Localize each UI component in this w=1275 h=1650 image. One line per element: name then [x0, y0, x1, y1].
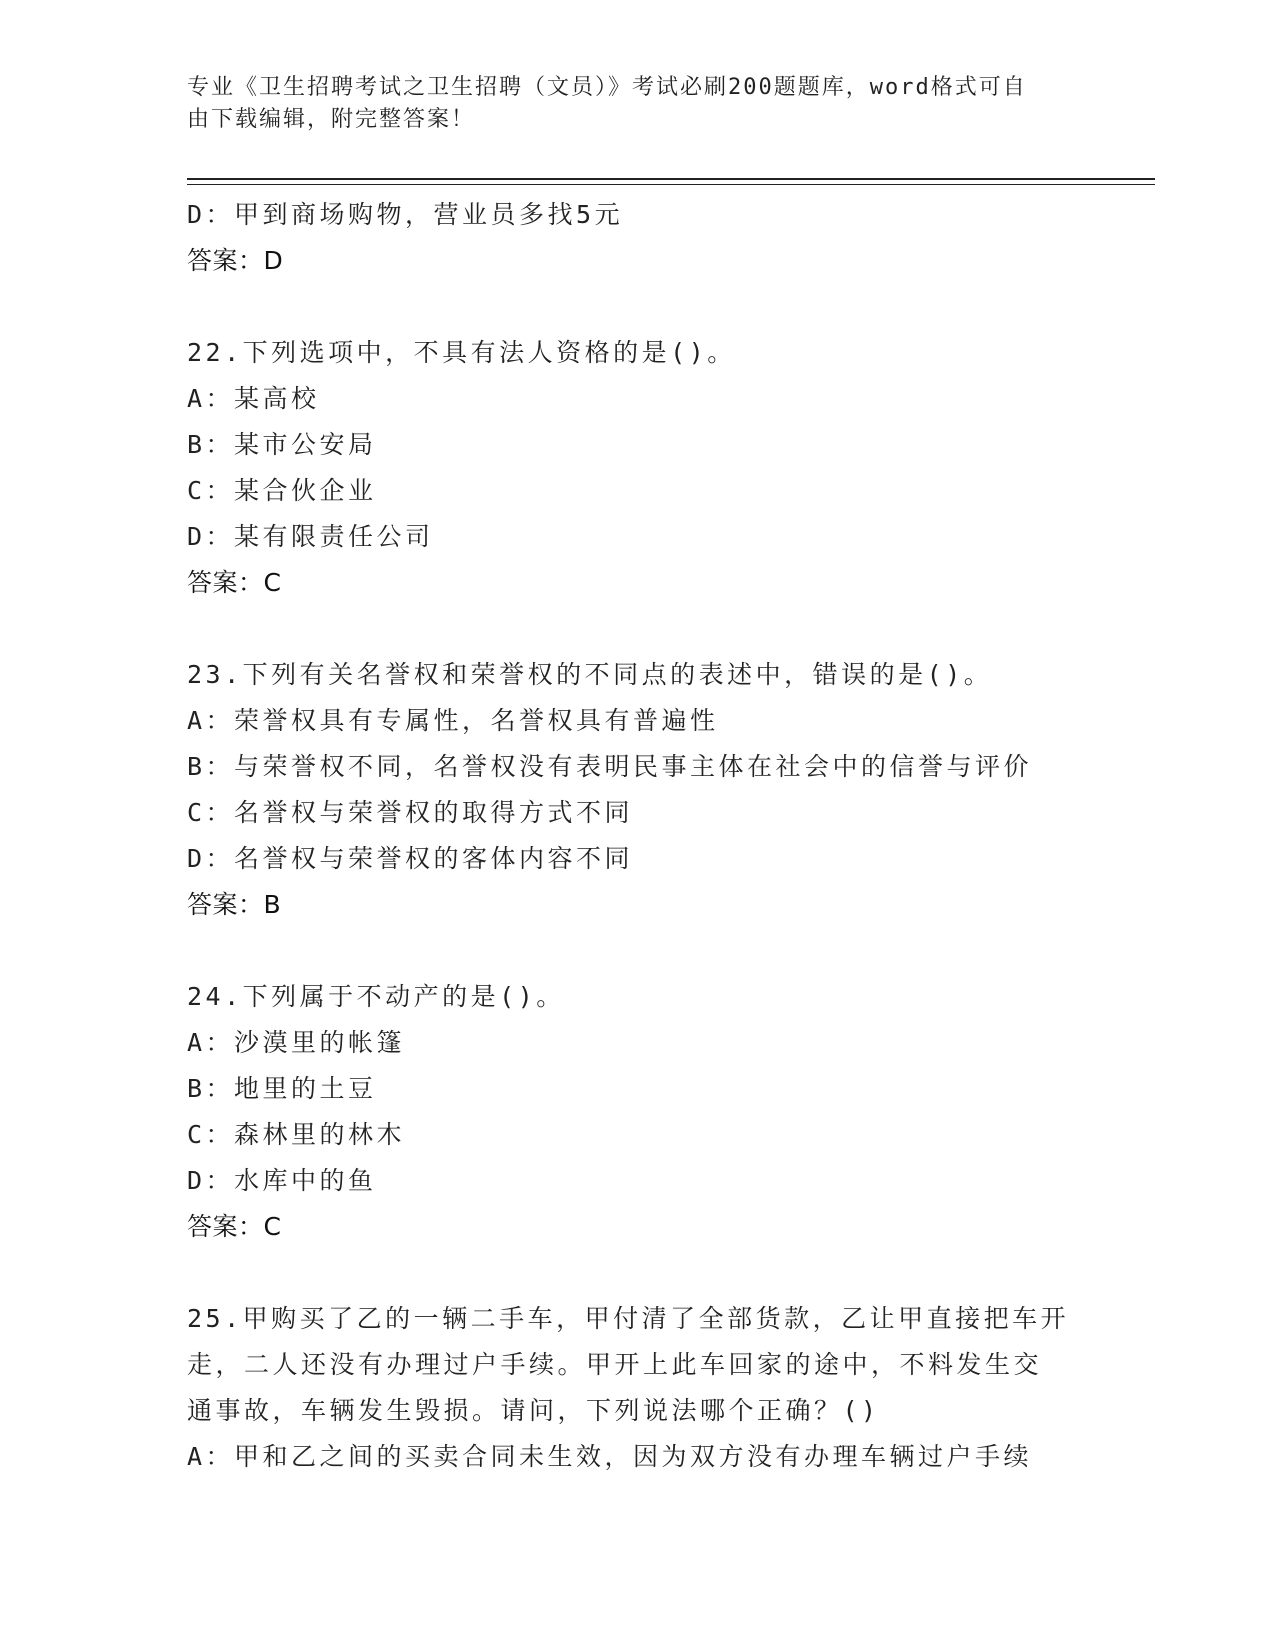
option-d: D：甲到商场购物，营业员多找5元 [187, 200, 624, 229]
question-25 [187, 1296, 1087, 1480]
option-c: C：森林里的林木 [187, 1120, 406, 1149]
question-stem: 23.下列有关名誉权和荣誉权的不同点的表述中，错误的是()。 [187, 660, 993, 689]
option-c: C：某合伙企业 [187, 476, 377, 505]
option-a: A：沙漠里的帐篷 [187, 1028, 406, 1057]
spacer [187, 284, 1087, 330]
header-rule-thin [187, 184, 1155, 185]
option-b: B：地里的土豆 [187, 1074, 377, 1103]
document-body [187, 192, 1087, 1480]
option-b: B：某市公安局 [187, 430, 377, 459]
header-line-1: 专业《卫生招聘考试之卫生招聘（文员）》考试必刷200题题库，word格式可自 [187, 75, 1027, 100]
question-stem-line-1: 25.甲购买了乙的一辆二手车，甲付清了全部货款，乙让甲直接把车开 [187, 1304, 1070, 1333]
option-a: A：荣誉权具有专属性，名誉权具有普遍性 [187, 706, 719, 735]
question-23 [187, 652, 1087, 928]
spacer [187, 1250, 1087, 1296]
option-a: A：甲和乙之间的买卖合同未生效，因为双方没有办理车辆过户手续 [187, 1442, 1033, 1471]
answer-line: 答案：B [187, 890, 282, 919]
question-24 [187, 974, 1087, 1250]
answer-line: 答案：C [187, 568, 282, 597]
question-stem-line-3: 通事故，车辆发生毁损。请问，下列说法哪个正确？() [187, 1396, 880, 1425]
answer-line: 答案：D [187, 246, 284, 275]
option-d: D：水库中的鱼 [187, 1166, 377, 1195]
page-header [187, 72, 1087, 136]
question-21-tail [187, 192, 1087, 284]
question-stem: 24.下列属于不动产的是()。 [187, 982, 565, 1011]
answer-line: 答案：C [187, 1212, 282, 1241]
option-b: B：与荣誉权不同，名誉权没有表明民事主体在社会中的信誉与评价 [187, 752, 1033, 781]
option-d: D：某有限责任公司 [187, 522, 434, 551]
question-stem-line-2: 走，二人还没有办理过户手续。甲开上此车回家的途中，不料发生交 [187, 1350, 1043, 1379]
spacer [187, 606, 1087, 652]
option-d: D：名誉权与荣誉权的客体内容不同 [187, 844, 634, 873]
option-c: C：名誉权与荣誉权的取得方式不同 [187, 798, 634, 827]
header-rule-thick [187, 178, 1155, 180]
option-a: A：某高校 [187, 384, 320, 413]
spacer [187, 928, 1087, 974]
question-stem: 22.下列选项中，不具有法人资格的是()。 [187, 338, 736, 367]
question-22 [187, 330, 1087, 606]
header-line-2: 由下载编辑，附完整答案！ [187, 107, 476, 132]
